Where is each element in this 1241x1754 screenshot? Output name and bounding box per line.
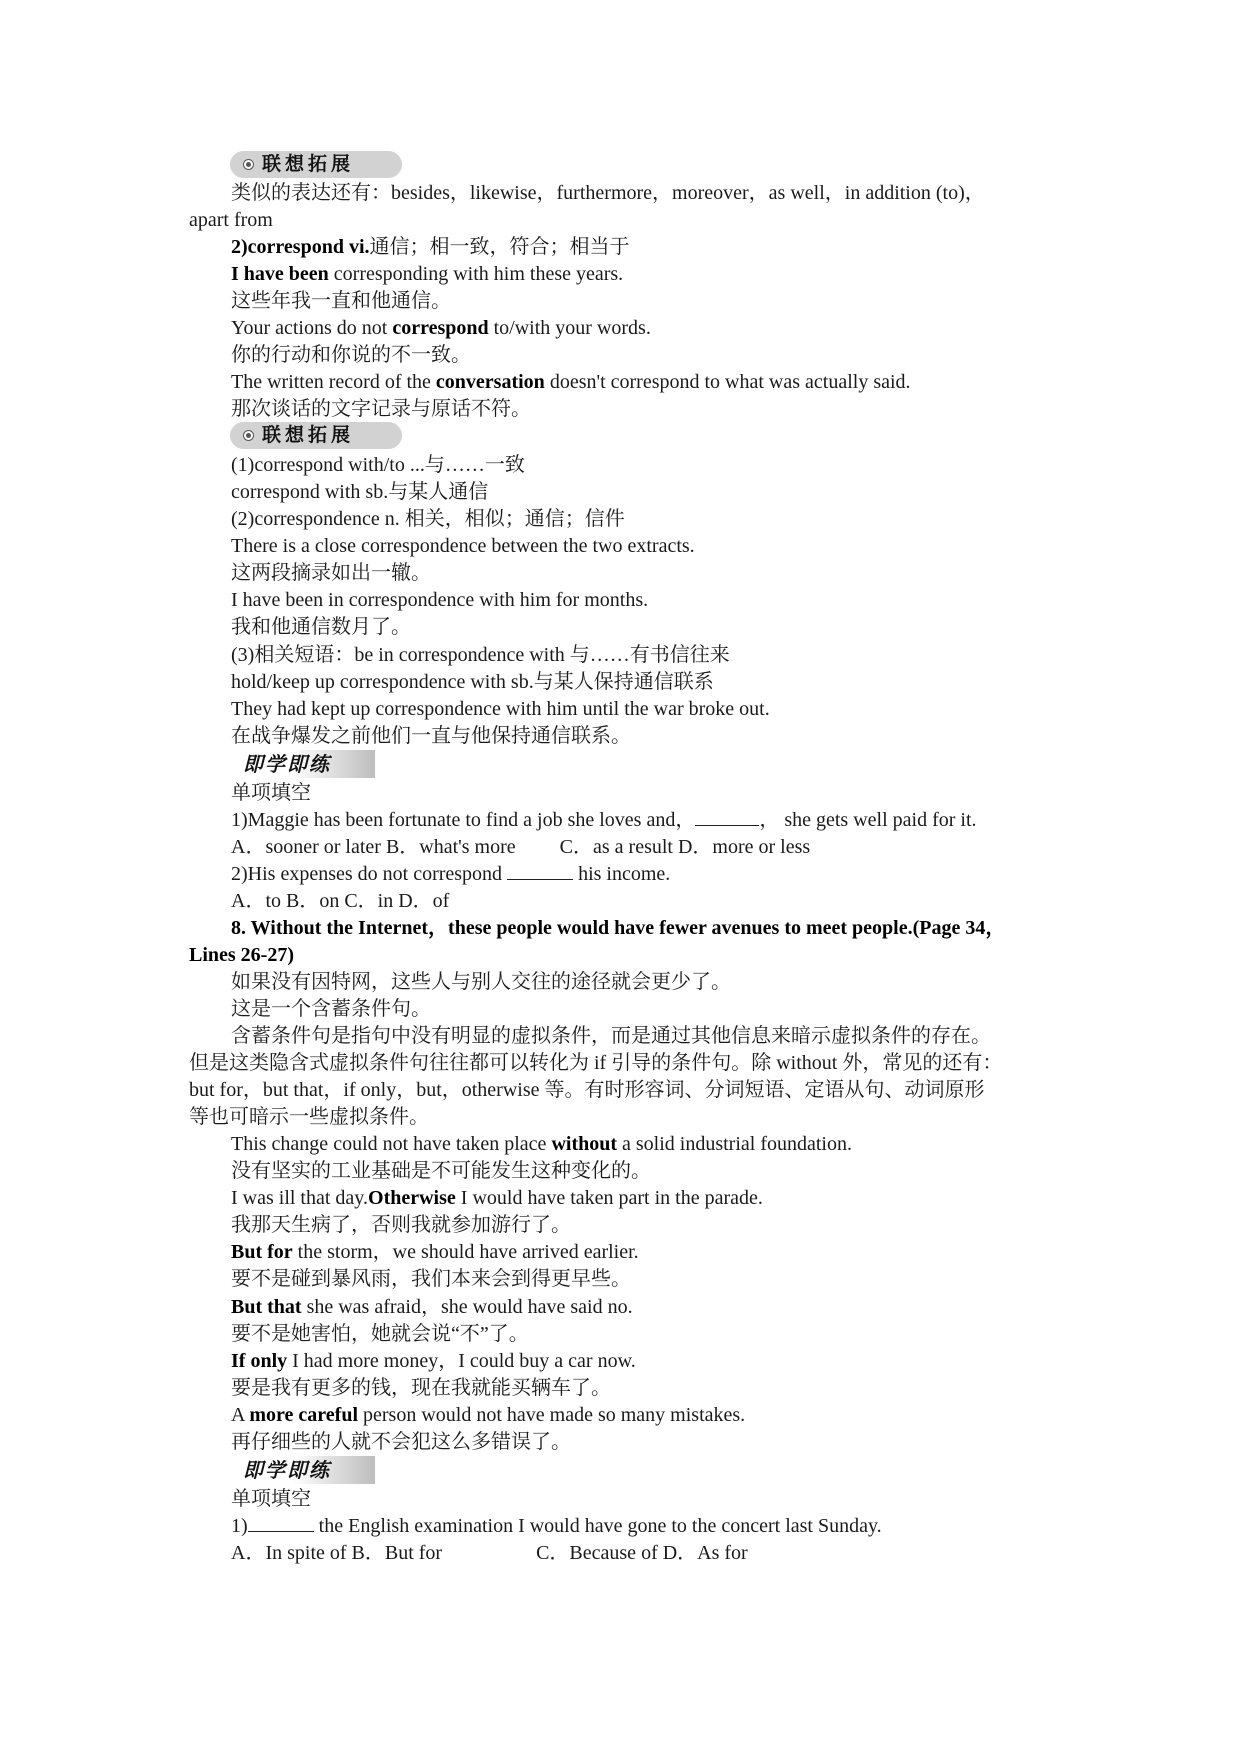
emphasis: Otherwise: [368, 1187, 456, 1209]
question-1: [231, 807, 977, 833]
sentence-text: the storm，we should have arrived earlier.: [292, 1241, 639, 1263]
example-sentence: [231, 1131, 852, 1157]
question-text: 2)His expenses do not correspond: [231, 863, 508, 885]
translation: 在战争爆发之前他们一直与他保持通信联系。: [231, 725, 631, 747]
definition: 通信；相一致，符合；相当于: [369, 236, 630, 258]
badge-label: 联想拓展: [262, 424, 355, 446]
emphasis: without: [551, 1133, 618, 1155]
question-2: [231, 861, 670, 887]
translation: 我那天生病了，否则我就参加游行了。: [231, 1214, 571, 1236]
translation: 我和他通信数月了。: [231, 616, 411, 638]
example-sentence: There is a close correspondence between the two extracts.: [231, 535, 695, 557]
example-sentence: [231, 369, 911, 395]
example-sentence: [231, 1294, 633, 1320]
example-sentence: [231, 1348, 636, 1374]
options-row: A．to B．on C．in D．of: [231, 890, 450, 912]
text-line: correspond with sb.与某人通信: [231, 481, 489, 503]
translation: 如果没有因特网，这些人与别人交往的途径就会更少了。: [231, 971, 731, 993]
question-text: 1): [231, 1515, 248, 1537]
translation: 这两段摘录如出一辙。: [231, 562, 431, 584]
sentence-text: Your actions do not: [231, 317, 393, 339]
answer-blank[interactable]: [507, 861, 573, 880]
text-line: (3)相关短语：be in correspondence with 与……有书信往来: [231, 644, 730, 666]
emphasis: conversation: [435, 371, 545, 393]
sentence-text: she was afraid，she would have said no.: [301, 1296, 633, 1318]
sentence-text: A: [231, 1404, 250, 1426]
paragraph-line: 含蓄条件句是指句中没有明显的虚拟条件，而是通过其他信息来暗示虚拟条件的存在。: [231, 1025, 991, 1047]
emphasis: If only: [231, 1350, 288, 1372]
practice-label: 即学即练: [243, 1458, 331, 1482]
section-badge-expand: [230, 422, 402, 449]
option-text: A．In spite of B．But for: [231, 1542, 443, 1564]
translation: 那次谈话的文字记录与原话不符。: [231, 398, 531, 420]
example-sentence: [231, 1185, 763, 1211]
paragraph-line: but for，but that，if only，but，otherwise 等。有时形容词、分词短语、定语从句、动词原形: [189, 1079, 985, 1101]
paragraph-line: 等也可暗示一些虚拟条件。: [189, 1106, 429, 1128]
section-badge-expand: [230, 151, 402, 178]
options-row: [231, 1540, 748, 1566]
bullet-icon: [243, 430, 254, 441]
sentence-text: I had more money，I could buy a car now.: [287, 1350, 636, 1372]
practice-header: [237, 750, 375, 778]
sentence-text: a solid industrial foundation.: [617, 1133, 852, 1155]
text-line: (2)correspondence n. 相关，相似；通信；信件: [231, 508, 625, 530]
emphasis: correspond: [392, 317, 489, 339]
question-text: 1)Maggie has been fortunate to find a job she loves and，: [231, 809, 696, 831]
practice-header: [237, 1456, 375, 1484]
sentence-text: corresponding with him these years.: [328, 263, 624, 285]
text-line: hold/keep up correspondence with sb.与某人保持通信联系: [231, 671, 714, 693]
example-sentence: I have been in correspondence with him for months.: [231, 589, 649, 611]
translation: 再仔细些的人就不会犯这么多错误了。: [231, 1431, 571, 1453]
options-row: [231, 834, 810, 860]
badge-label: 联想拓展: [262, 153, 355, 175]
exercise-title: 单项填空: [231, 1488, 311, 1510]
option-text: C．Because of D．As for: [536, 1542, 748, 1564]
option-text: C．as a result D．more or less: [559, 836, 811, 858]
headword: 2)correspond vi.: [231, 236, 370, 258]
key-sentence-heading: 8. Without the Internet，these people would have fewer avenues to meet people.(Page 34，: [231, 917, 1006, 939]
translation: 要不是她害怕，她就会说“不”了。: [231, 1323, 529, 1345]
text-line: apart from: [189, 209, 273, 231]
exercise-title: 单项填空: [231, 782, 311, 804]
sentence-text: This change could not have taken place: [231, 1133, 552, 1155]
example-sentence: [231, 1239, 639, 1265]
sentence-text: doesn't correspond to what was actually said.: [544, 371, 911, 393]
emphasis: But that: [231, 1296, 302, 1318]
paragraph-line: 但是这类隐含式虚拟条件句往往都可以转化为 if 引导的条件句。除 without 外，常见的还有：: [189, 1052, 1003, 1074]
answer-blank[interactable]: [248, 1513, 314, 1532]
sentence-text: I would have taken part in the parade.: [455, 1187, 763, 1209]
question-text: ， she gets well paid for it.: [759, 809, 977, 831]
emphasis: But for: [231, 1241, 293, 1263]
question-text: his income.: [573, 863, 671, 885]
example-sentence: [231, 261, 623, 287]
question-text: the English examination I would have gone to the concert last Sunday.: [313, 1515, 882, 1537]
practice-label: 即学即练: [243, 752, 331, 776]
sentence-text: person would not have made so many mistakes.: [358, 1404, 746, 1426]
key-sentence-heading-cont: Lines 26-27): [189, 944, 294, 966]
example-sentence: They had kept up correspondence with him until the war broke out.: [231, 698, 770, 720]
translation: 这些年我一直和他通信。: [231, 290, 451, 312]
example-sentence: [231, 315, 651, 341]
text-line: 类似的表达还有：besides，likewise，furthermore，moreover，as well，in addition (to)，: [231, 182, 985, 204]
emphasis: I have been: [231, 263, 329, 285]
sentence-text: I was ill that day.: [231, 1187, 369, 1209]
emphasis: more careful: [249, 1404, 359, 1426]
question-1: [231, 1513, 882, 1539]
sentence-text: The written record of the: [231, 371, 436, 393]
translation: 没有坚实的工业基础是不可能发生这种变化的。: [231, 1160, 651, 1182]
bullet-icon: [243, 159, 254, 170]
answer-blank[interactable]: [695, 807, 759, 826]
sentence-text: to/with your words.: [488, 317, 651, 339]
text-line: (1)correspond with/to ...与……一致: [231, 454, 525, 476]
text-line: 这是一个含蓄条件句。: [231, 998, 431, 1020]
translation: 你的行动和你说的不一致。: [231, 344, 471, 366]
translation: 要不是碰到暴风雨，我们本来会到得更早些。: [231, 1268, 631, 1290]
vocab-entry: [231, 234, 630, 260]
translation: 要是我有更多的钱，现在我就能买辆车了。: [231, 1377, 611, 1399]
example-sentence: [231, 1402, 745, 1428]
option-text: A．sooner or later B．what's more: [231, 836, 516, 858]
